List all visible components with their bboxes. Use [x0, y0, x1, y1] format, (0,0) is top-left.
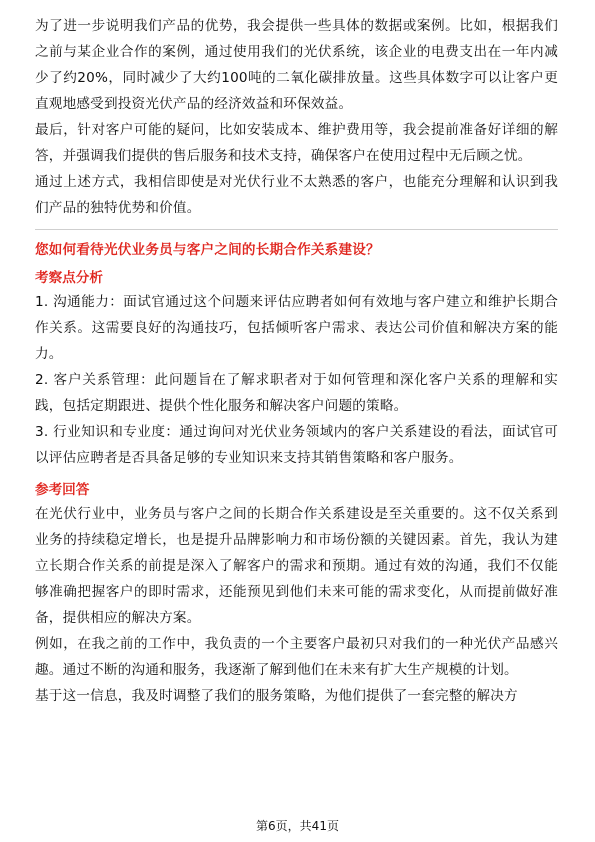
analysis-item-1: 1. 沟通能力：面试官通过这个问题来评估应聘者如何有效地与客户建立和维护长期合作关系。这需要良好的沟通技巧，包括倾听客户需求、表达公司价值和解决方案的能力。 [35, 294, 558, 362]
intro-paragraph-1: 为了进一步说明我们产品的优势，我会提供一些具体的数据或案例。比如，根据我们之前与某企业合作的案例，通过使用我们的光伏系统，该企业的电费支出在一年内减少了约20%，同时减少了大约100吨的二氧化碳排放量。这些具体数字可以让客户更直观地感受到投资光伏产品的经济效益和环保效益。 [35, 18, 558, 112]
intro-paragraph-2: 最后，针对客户可能的疑问，比如安装成本、维护费用等，我会提前准备好详细的解答，并强调我们提供的售后服务和技术支持，确保客户在使用过程中无后顾之忧。 [35, 122, 558, 164]
answer-paragraph-3: 基于这一信息，我及时调整了我们的服务策略，为他们提供了一套完整的解决方 [35, 688, 518, 704]
page-content [35, 13, 558, 709]
analysis-label: 考察点分析 [35, 270, 103, 286]
answer-label: 参考回答 [35, 482, 90, 498]
question-heading: 您如何看待光伏业务员与客户之间的长期合作关系建设？ [35, 242, 380, 258]
page-number-footer: 第6页，共41页 [256, 819, 339, 833]
section-divider [35, 229, 558, 230]
answer-paragraph-2: 例如，在我之前的工作中，我负责的一个主要客户最初只对我们的一种光伏产品感兴趣。通过不断的沟通和服务，我逐渐了解到他们在未来有扩大生产规模的计划。 [35, 636, 558, 678]
analysis-item-2: 2. 客户关系管理：此问题旨在了解求职者对于如何管理和深化客户关系的理解和实践，包括定期跟进、提供个性化服务和解决客户问题的策略。 [35, 372, 558, 414]
answer-paragraph-1: 在光伏行业中，业务员与客户之间的长期合作关系建设是至关重要的。这不仅关系到业务的持续稳定增长，也是提升品牌影响力和市场份额的关键因素。首先，我认为建立长期合作关系的前提是深入了解客户的需求和预期。通过有效的沟通，我们不仅能够准确把握客户的即时需求，还能预见到他们未来可能的需求变化，从而提前做好准备，提供相应的解决方案。 [35, 506, 558, 626]
analysis-item-3: 3. 行业知识和专业度：通过询问对光伏业务领域内的客户关系建设的看法，面试官可以评估应聘者是否具备足够的专业知识来支持其销售策略和客户服务。 [35, 424, 558, 466]
intro-paragraph-3: 通过上述方式，我相信即使是对光伏行业不太熟悉的客户，也能充分理解和认识到我们产品的独特优势和价值。 [35, 174, 558, 216]
